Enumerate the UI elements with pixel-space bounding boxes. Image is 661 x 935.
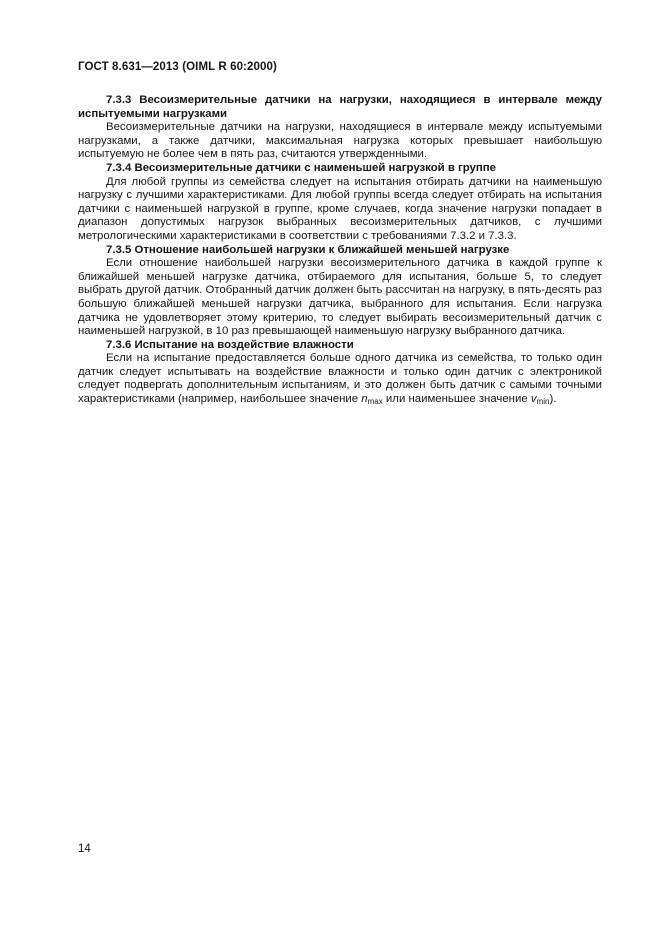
section-heading-7-3-5: 7.3.5 Отношение наибольшей нагрузки к ближайшей меньшей нагрузке: [106, 243, 510, 256]
subscript-max: max: [367, 397, 383, 407]
symbol-n-max: n: [361, 393, 368, 406]
section-paragraph-7-3-4: Для любой группы из семейства следует на испытания отбирать датчики на наименьшую нагрузку с лучшими характеристиками. Для любой группы всегда следует отбирать на испытания датчики с наименьшей нагрузкой в группе, кроме случаев, когда значение нагрузки попадает в диапазон допустимых нагрузок выбранных весоизмерительных датчиков, с лучшими метрологическими характеристиками в соответствии с требованиями 7.3.2 и 7.3.3.: [78, 175, 602, 242]
running-header: ГОСТ 8.631—2013 (OIML R 60:2000): [78, 61, 277, 73]
document-body: [78, 94, 602, 407]
section-heading-7-3-6: 7.3.6 Испытание на воздействие влажности: [106, 338, 354, 351]
section-heading-7-3-3: 7.3.3 Весоизмерительные датчики на нагрузки, находящиеся в интервале между испытуемыми нагрузками: [78, 94, 602, 120]
section-paragraph-7-3-5: Если отношение наибольшей нагрузки весоизмерительного датчика в каждой группе к ближайшей меньшей нагрузке датчика, отбираемого для испытания, больше 5, то следует выбрать другой датчик. Отобранный датчик должен быть рассчитан на нагрузку, в пять-десять раз большую ближайшей меньшей нагрузки датчика, выбранного для испытания. Если нагрузка датчика не удовлетворяет этому критерию, то следует выбирать весоизмерительный датчик с наименьшей нагрузкой, в 10 раз превышающей наименьшую нагрузку выбранного датчика.: [78, 257, 602, 338]
paragraph-text: или наименьшее значение: [382, 393, 531, 406]
section-paragraph-7-3-6: [78, 352, 602, 406]
paragraph-text: ).: [549, 393, 557, 406]
paragraph-text: Если на испытание предоставляется больше одного датчика из семейства, то только один датчик следует испытывать на воздействие влажности и только один датчик с электроникой следует подвергать дополнительным испытаниям, и это должен быть датчик с самыми точными характеристиками (например, наибольшее значение: [78, 352, 602, 406]
symbol-v-min: v: [530, 393, 537, 406]
page-number: 14: [78, 843, 91, 855]
subscript-min: min: [536, 397, 550, 407]
section-paragraph-7-3-3: Весоизмерительные датчики на нагрузки, находящиеся в интервале между испытуемыми нагрузками, а также датчики, максимальная нагрузка которых превышает наибольшую испытуемую не более чем в пять раз, считаются утвержденными.: [78, 121, 602, 161]
section-heading-7-3-4: 7.3.4 Весоизмерительные датчики с наименьшей нагрузкой в группе: [106, 161, 496, 174]
